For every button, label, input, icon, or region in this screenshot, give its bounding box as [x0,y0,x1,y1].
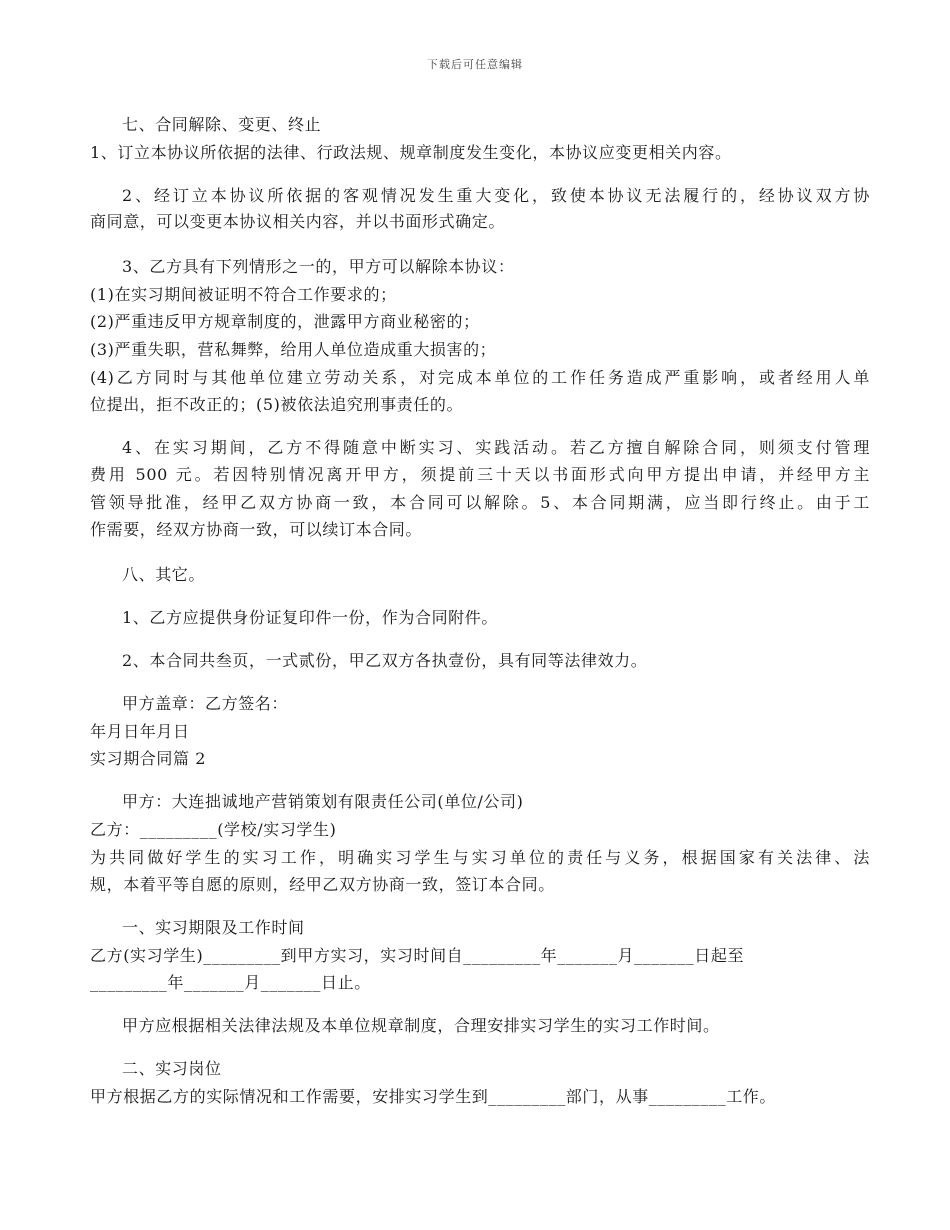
paragraph-line: 2、经订立本协议所依据的客观情况发生重大变化，致使本协议无法履行的，经协议双方协 [122,186,870,205]
paragraph-line: 1、订立本协议所依据的法律、行政法规、规章制度发生变化，本协议应变更相关内容。 [90,143,732,162]
contract-title: 实习期合同篇 2 [90,749,207,768]
paragraph-line: 3、乙方具有下列情形之一的，甲方可以解除本协议： [122,257,515,276]
party-b-line: 乙方：_________(学校/实习学生) [90,820,337,839]
paragraph-line: 乙方(实习学生)_________到甲方实习，实习时间自_________年_______月_______日起至 [90,946,745,965]
list-item: 位提出，拒不改正的；(5)被依法追究刑事责任的。 [90,395,464,414]
list-item: (1)在实习期间被证明不符合工作要求的； [90,285,397,304]
paragraph-line: 作需要，经双方协商一致，可以续订本合同。 [90,520,423,539]
paragraph-line: 4、在实习期间，乙方不得随意中断实习、实践活动。若乙方擅自解除合同，则须支付管理 [122,438,870,457]
paragraph-line: 管领导批准，经甲乙双方协商一致，本合同可以解除。5、本合同期满，应当即行终止。由于工 [90,493,870,512]
list-item: (2)严重违反甲方规章制度的，泄露甲方商业秘密的； [90,312,480,331]
paragraph-line: 2、本合同共叁页，一式贰份，甲乙双方各执壹份，具有同等法律效力。 [122,651,648,670]
paragraph-line: 商同意，可以变更本协议相关内容，并以书面形式确定。 [90,212,506,231]
list-item: (4)乙方同时与其他单位建立劳动关系，对完成本单位的工作任务造成严重影响，或者经用人单 [90,368,870,387]
paragraph-line: 费用 500 元。若因特别情况离开甲方，须提前三十天以书面形式向甲方提出申请，并经甲方主 [90,465,870,484]
section-heading: 七、合同解除、变更、终止 [122,115,322,134]
page-header: 下载后可任意编辑 [427,58,523,71]
signature-line: 甲方盖章：乙方签名： [122,694,289,713]
paragraph-line: _________年_______月_______日止。 [90,973,371,992]
paragraph-line: 规，本着平等自愿的原则，经甲乙双方协商一致，签订本合同。 [90,875,555,894]
list-item: (3)严重失职，营私舞弊，给用人单位造成重大损害的； [90,340,497,359]
paragraph-line: 甲方应根据相关法律法规及本单位规章制度，合理安排实习学生的实习工作时间。 [122,1016,720,1035]
section-heading: 二、实习岗位 [122,1059,222,1078]
section-heading: 八、其它。 [122,565,206,584]
date-line: 年月日年月日 [90,722,190,741]
party-a-line: 甲方：大连拙诚地产营销策划有限责任公司(单位/公司) [122,792,524,811]
section-heading: 一、实习期限及工作时间 [122,918,305,937]
paragraph-line: 甲方根据乙方的实际情况和工作需要，安排实习学生到_________部门，从事_________工作。 [90,1087,777,1106]
paragraph-line: 1、乙方应提供身份证复印件一份，作为合同附件。 [122,608,498,627]
paragraph-line: 为共同做好学生的实习工作，明确实习学生与实习单位的责任与义务，根据国家有关法律、法 [90,848,870,867]
